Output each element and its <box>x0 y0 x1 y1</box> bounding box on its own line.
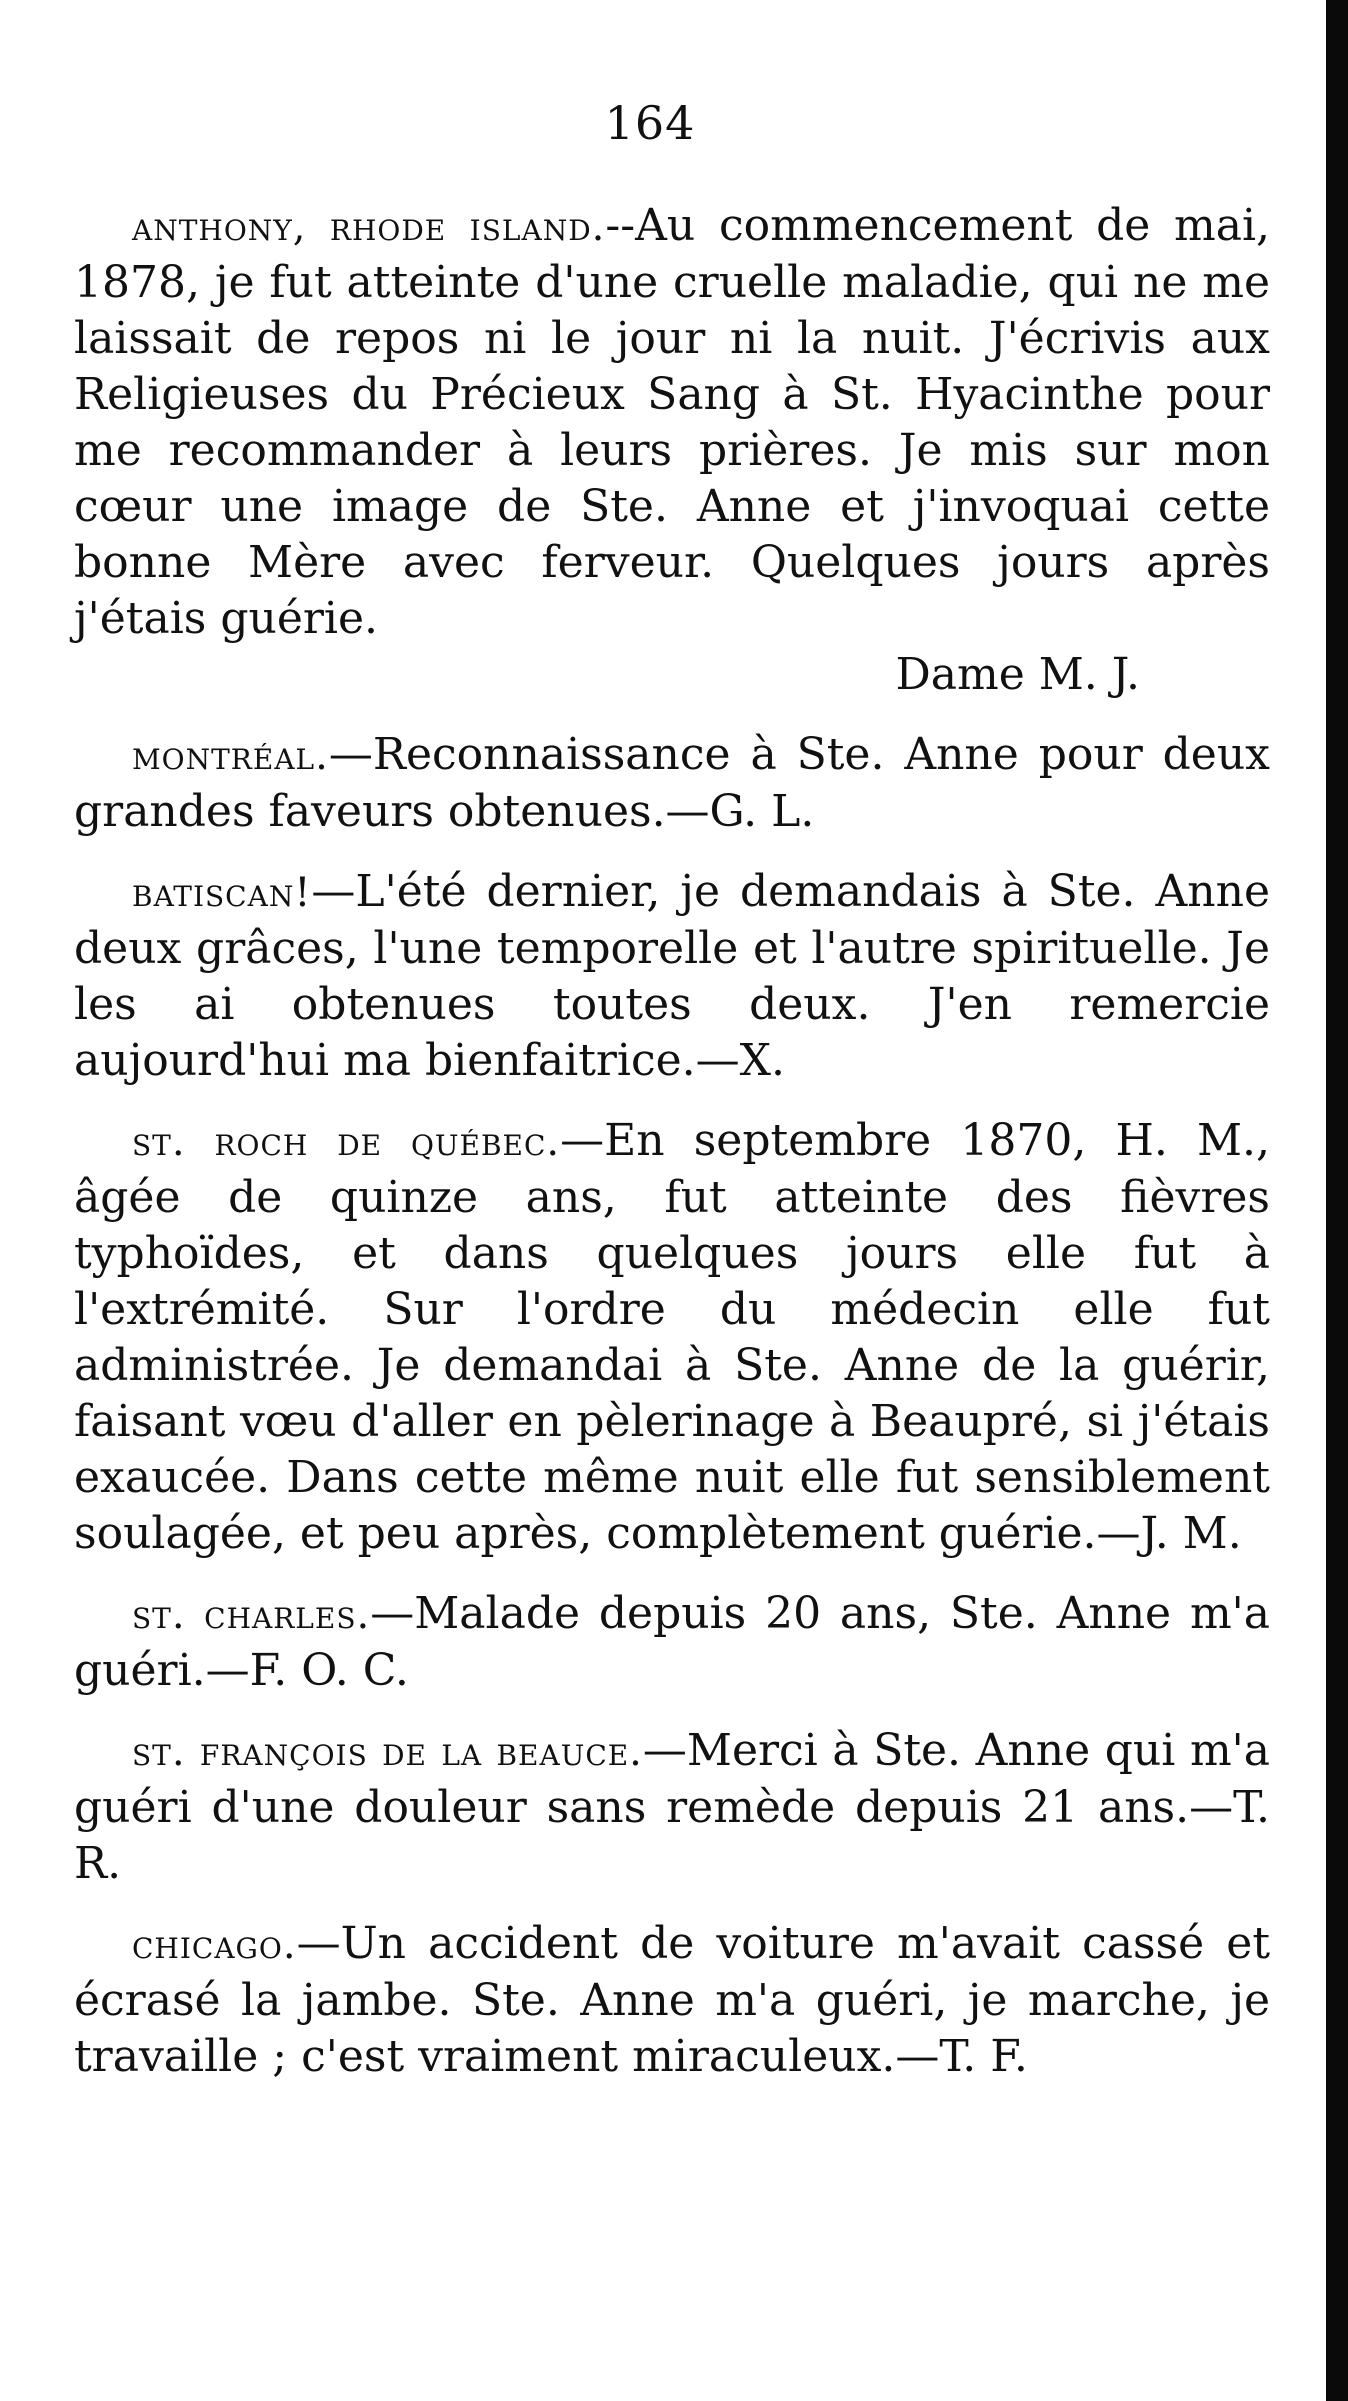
page-body <box>74 198 1270 2109</box>
entry-text: —Malade depuis 20 ans, Ste. Anne m'a guéri.—F. O. C. <box>74 1588 1270 1696</box>
entry-batiscan <box>74 864 1270 1089</box>
entry-st-roch <box>74 1113 1270 1562</box>
entry-text: —Merci à Ste. Anne qui m'a guéri d'une douleur sans remède depuis 21 ans.—T. R. <box>74 1725 1270 1889</box>
entry-text: —En septembre 1870, H. M., âgée de quinze ans, fut atteinte des fièvres typhoïdes, et dans quelques jours elle fut à l'extrémité. Sur l'ordre du médecin elle fut administrée. Je demandai à Ste. Anne de la guérir, faisant vœu d'aller en pèlerinage à Beaupré, si j'étais exaucée. Dans cette même nuit elle fut sensiblement soulagée, et peu après, complètement guérie.—J. M. <box>74 1115 1270 1559</box>
entry-montreal <box>74 727 1270 840</box>
entry-place: batiscan! <box>132 870 312 916</box>
entry-place: anthony, rhode island. <box>132 204 606 250</box>
entry-anthony <box>74 198 1270 703</box>
entry-chicago <box>74 1916 1270 2085</box>
entry-place: chicago. <box>132 1922 297 1968</box>
entry-place: st. charles. <box>132 1592 371 1638</box>
entry-place: st. françois de la beauce. <box>132 1729 643 1775</box>
page-edge-border <box>1326 0 1348 2401</box>
entry-text: —L'été dernier, je demandais à Ste. Anne deux grâces, l'une temporelle et l'autre spirituelle. Je les ai obtenues toutes deux. J'en remercie aujourd'hui ma bienfaitrice.—X. <box>74 866 1270 1086</box>
entry-st-francois <box>74 1723 1270 1892</box>
entry-text: —Un accident de voiture m'avait cassé et écrasé la jambe. Ste. Anne m'a guéri, je marche, je travaille ; c'est vraiment miraculeux.—T. F. <box>74 1918 1270 2082</box>
entry-signature: Dame M. J. <box>895 649 1140 700</box>
entry-text: --Au commencement de mai, 1878, je fut atteinte d'une cruelle maladie, qui ne me laissait de repos ni le jour ni la nuit. J'écrivis aux Religieuses du Précieux Sang à St. Hyacinthe pour me recommander à leurs prières. Je mis sur mon cœur une image de Ste. Anne et j'invoquai cette bonne Mère avec ferveur. Quelques jours après j'étais guérie. <box>74 200 1270 644</box>
entry-st-charles <box>74 1586 1270 1699</box>
entry-text: —Reconnaissance à Ste. Anne pour deux grandes faveurs obtenues.—G. L. <box>74 729 1270 837</box>
page-number: 164 <box>604 96 696 150</box>
entry-place: montréal. <box>132 733 329 779</box>
entry-place: st. roch de québec. <box>132 1119 561 1165</box>
